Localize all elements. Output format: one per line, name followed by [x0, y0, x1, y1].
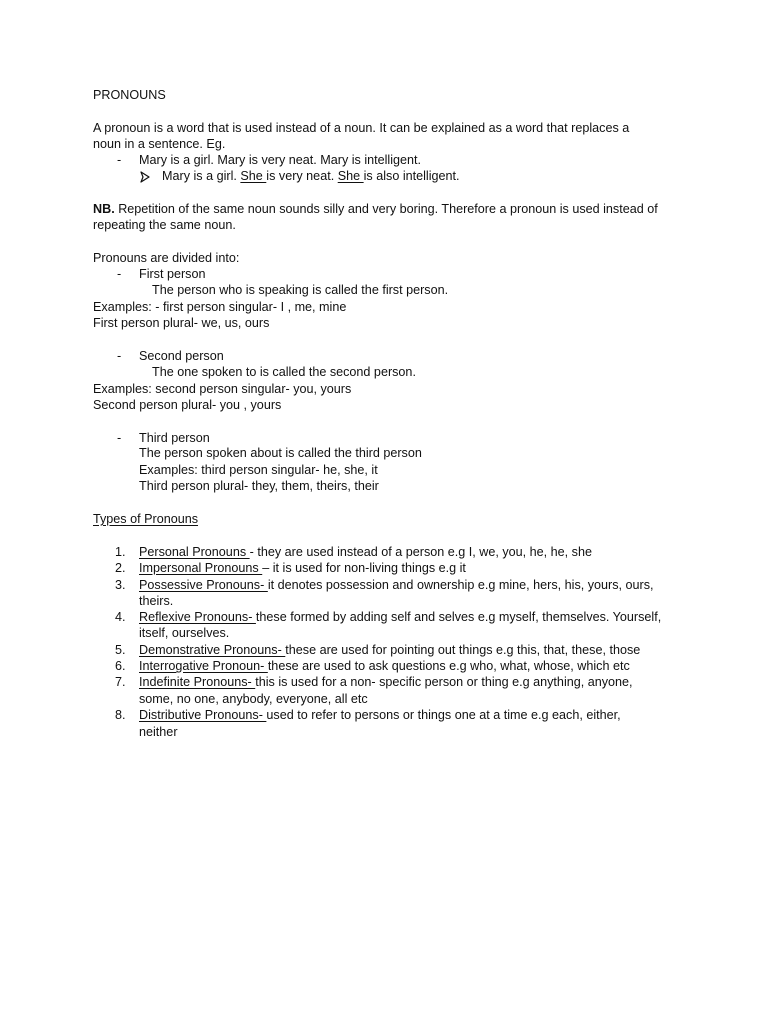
list-number: 8. [115, 708, 126, 722]
list-number: 6. [115, 659, 126, 673]
second-person-title: Second person [139, 349, 224, 363]
intro-example-2 [162, 168, 460, 184]
list-item [139, 609, 661, 625]
bullet-dash: - [117, 267, 122, 281]
second-person-example-2: Second person plural- you , yours [93, 398, 282, 412]
example2-she-1: She [240, 169, 267, 183]
third-person-desc: The person spoken about is called the third person [139, 446, 422, 460]
list-item [139, 577, 654, 593]
first-person-desc: The person who is speaking is called the first person. [152, 283, 449, 297]
list-item-term: Interrogative Pronoun- [139, 659, 268, 673]
list-item-text: these formed by adding self and selves e.g myself, themselves. Yourself, [255, 610, 662, 624]
list-item-text: - they are used instead of a person e.g I, we, you, he, he, she [249, 545, 592, 559]
nb-label: NB. [93, 202, 115, 216]
arrow-bullet-icon [140, 169, 150, 185]
first-person-example-2: First person plural- we, us, ours [93, 316, 270, 330]
bullet-dash: - [117, 153, 122, 167]
second-person-desc: The one spoken to is called the second person. [152, 365, 416, 379]
example2-she-2: She [337, 169, 364, 183]
intro-example-1: Mary is a girl. Mary is very neat. Mary is intelligent. [139, 153, 422, 167]
list-item-continuation: some, no one, anybody, everyone, all etc [139, 692, 368, 706]
division-heading: Pronouns are divided into: [93, 251, 240, 265]
list-number: 1. [115, 545, 126, 559]
list-item [139, 658, 630, 674]
intro-line-1: A pronoun is a word that is used instead of a noun. It can be explained as a word that replaces a [93, 121, 630, 135]
first-person-title: First person [139, 267, 206, 281]
example2-part-c: is also intelligent. [363, 169, 460, 183]
nb-line-2: repeating the same noun. [93, 218, 236, 232]
nb-text-1: Repetition of the same noun sounds silly and very boring. Therefore a pronoun is used instead of [114, 202, 658, 216]
list-item-continuation: neither [139, 725, 178, 739]
list-number: 3. [115, 578, 126, 592]
third-person-title: Third person [139, 431, 210, 445]
list-item-term: Impersonal Pronouns [139, 561, 263, 575]
list-item-text: these are used for pointing out things e.g this, that, these, those [285, 643, 641, 657]
list-item-continuation: theirs. [139, 594, 174, 608]
list-item [139, 544, 592, 560]
list-item-text: – it is used for non-living things e.g it [262, 561, 466, 575]
list-item [139, 707, 621, 723]
list-item-text: this is used for a non- specific person or thing e.g anything, anyone, [255, 675, 633, 689]
list-item-text: these are used to ask questions e.g who, what, whose, which etc [267, 659, 630, 673]
list-item-term: Demonstrative Pronouns- [139, 643, 286, 657]
third-person-example-2: Third person plural- they, them, theirs, their [139, 479, 379, 493]
list-item-text: it denotes possession and ownership e.g mine, hers, his, yours, ours, [267, 578, 654, 592]
page-title: PRONOUNS [93, 88, 166, 102]
list-item-term: Indefinite Pronouns- [139, 675, 256, 689]
list-item-term: Personal Pronouns [139, 545, 250, 559]
list-item-continuation: itself, ourselves. [139, 626, 230, 640]
list-item [139, 560, 466, 576]
list-item [139, 674, 633, 690]
bullet-dash: - [117, 431, 122, 445]
second-person-example-1: Examples: second person singular- you, yours [93, 382, 352, 396]
list-item-term: Distributive Pronouns- [139, 708, 267, 722]
nb-line-1 [93, 201, 658, 217]
list-item-term: Reflexive Pronouns- [139, 610, 256, 624]
first-person-example-1: Examples: - first person singular- I , me, mine [93, 300, 347, 314]
list-number: 7. [115, 675, 126, 689]
list-number: 4. [115, 610, 126, 624]
list-number: 5. [115, 643, 126, 657]
list-item [139, 642, 640, 658]
list-item-term: Possessive Pronouns- [139, 578, 268, 592]
example2-part-b: is very neat. [266, 169, 338, 183]
third-person-example-1: Examples: third person singular- he, she, it [139, 463, 378, 477]
example2-part-a: Mary is a girl. [162, 169, 241, 183]
list-number: 2. [115, 561, 126, 575]
intro-line-2: noun in a sentence. Eg. [93, 137, 226, 151]
bullet-dash: - [117, 349, 122, 363]
types-heading: Types of Pronouns [93, 512, 199, 526]
list-item-text: used to refer to persons or things one at a time e.g each, either, [266, 708, 621, 722]
